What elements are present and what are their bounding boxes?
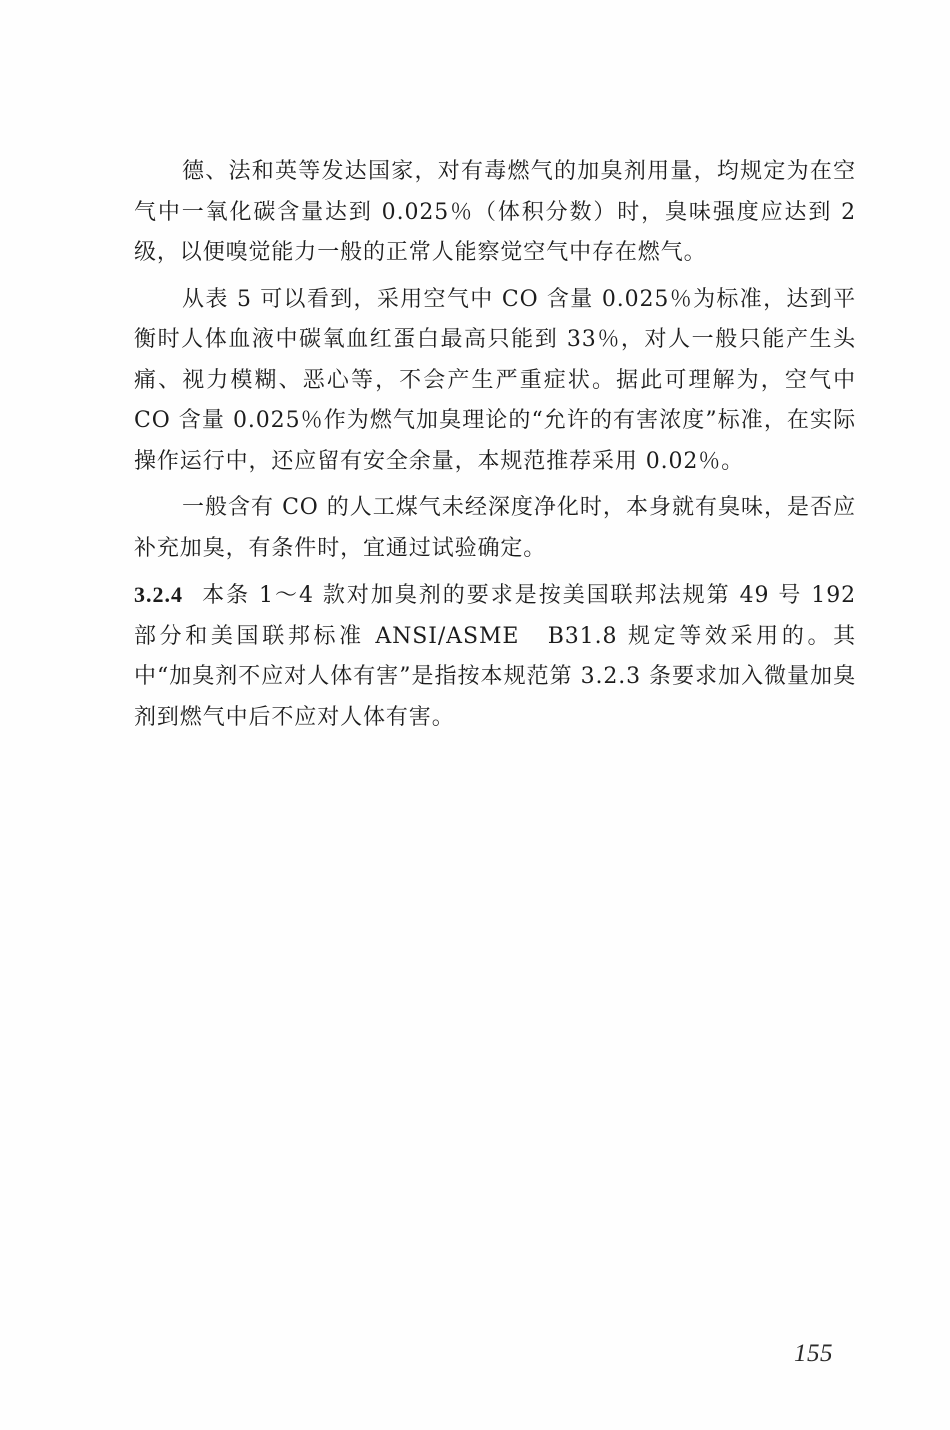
- clause-text: 本条 1～4 款对加臭剂的要求是按美国联邦法规第 49 号 192 部分和美国联邦标准 ANSI/ASME B31.8 规定等效采用的。其中“加臭剂不应对人体有害”是指按本规范第 3.2.3 条要求加入微量加臭剂到燃气中后不应对人体有害。: [134, 583, 856, 730]
- clause-3-2-4: [134, 575, 856, 738]
- clause-number: 3.2.4: [134, 582, 183, 607]
- paragraph-odorant-standard: 德、法和英等发达国家，对有毒燃气的加臭剂用量，均规定为在空气中一氧化碳含量达到 0.025％（体积分数）时，臭味强度应达到 2 级，以便嗅觉能力一般的正常人能察觉空气中存在燃气。: [134, 159, 856, 265]
- body-text: [134, 152, 856, 744]
- paragraph-artificial-gas: 一般含有 CO 的人工煤气未经深度净化时，本身就有臭味，是否应补充加臭，有条件时，宜通过试验确定。: [134, 495, 856, 561]
- page-number: 155: [794, 1340, 833, 1367]
- paragraph-co-concentration: 从表 5 可以看到，采用空气中 CO 含量 0.025％为标准，达到平衡时人体血液中碳氧血红蛋白最高只能到 33％，对人一般只能产生头痛、视力模糊、恶心等，不会产生严重症状。据此可理解为，空气中 CO 含量 0.025％作为燃气加臭理论的“允许的有害浓度”标准，在实际操作运行中，还应留有安全余量，本规范推荐采用 0.02％。: [134, 286, 856, 474]
